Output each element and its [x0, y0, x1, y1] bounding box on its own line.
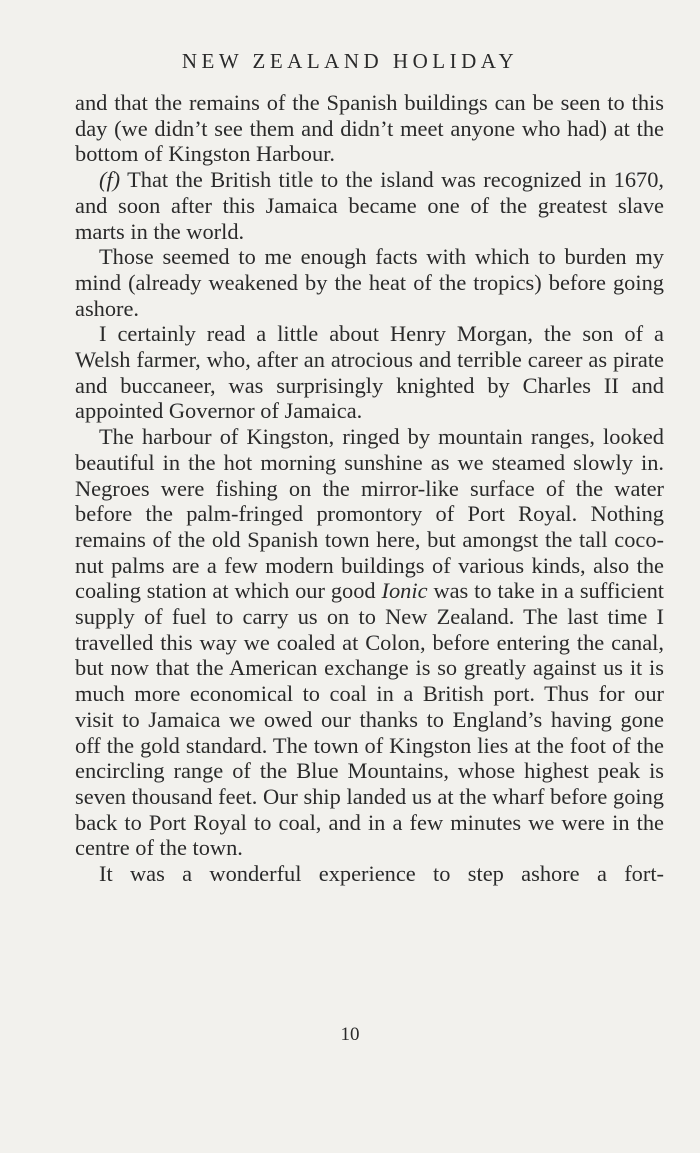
running-head: NEW ZEALAND HOLIDAY: [181, 49, 519, 73]
body-text: [75, 90, 664, 887]
paragraph-morgan: I certainly read a little about Henry Morgan, the son of a Welsh farmer, who, after an atrocious and terrible career as pirate and buccaneer, was surprisingly knighted by Charles II and appointed Governor of Jamaica.: [75, 321, 664, 424]
paragraph-harbour: [75, 424, 664, 861]
paragraph-ashore: It was a wonderful experience to step ashore a fort-: [99, 861, 664, 887]
ship-name: Ionic: [381, 578, 428, 604]
paragraph-facts: Those seemed to me enough facts with which to burden my mind (already weakened by the heat of the tropics) before going ashore.: [75, 244, 664, 321]
paragraph-continued: and that the remains of the Spanish buildings can be seen to this day (we didn’t see them and didn’t meet anyone who had) at the bottom of Kingston Harbour.: [75, 90, 664, 167]
harbour-text-before: The harbour of Kingston, ringed by mountain ranges, looked beautiful in the hot morning sunshine as we steamed slowly in. Negroes were fishing on the mirror-like surface of the water before the palm-fringed promontory of Port Royal. Nothing remains of the old Spanish town here, but amongst the tall coco-nut palms are a few modern buildings of various kinds, also the coaling station at which our good: [75, 424, 664, 604]
item-marker: (f): [99, 167, 121, 193]
item-text: That the British title to the island was recognized in 1670, and soon after this Jamaica became one of the greatest slave marts in the world.: [75, 167, 664, 244]
paragraph-item-f: [75, 167, 664, 244]
page-number: 10: [340, 1024, 360, 1045]
harbour-text-after: was to take in a sufficient supply of fuel to carry us on to New Zealand. The last time I travelled this way we coaled at Colon, before entering the canal, but now that the American exchange is so greatly against us it is much more economical to coal in a British port. Thus for our visit to Jamaica we owed our thanks to England’s having gone off the gold standard. The town of Kingston lies at the foot of the encircling range of the Blue Mountains, whose highest peak is seven thousand feet. Our ship landed us at the wharf before going back to Port Royal to coal, and in a few minutes we were in the centre of the town.: [75, 578, 664, 861]
